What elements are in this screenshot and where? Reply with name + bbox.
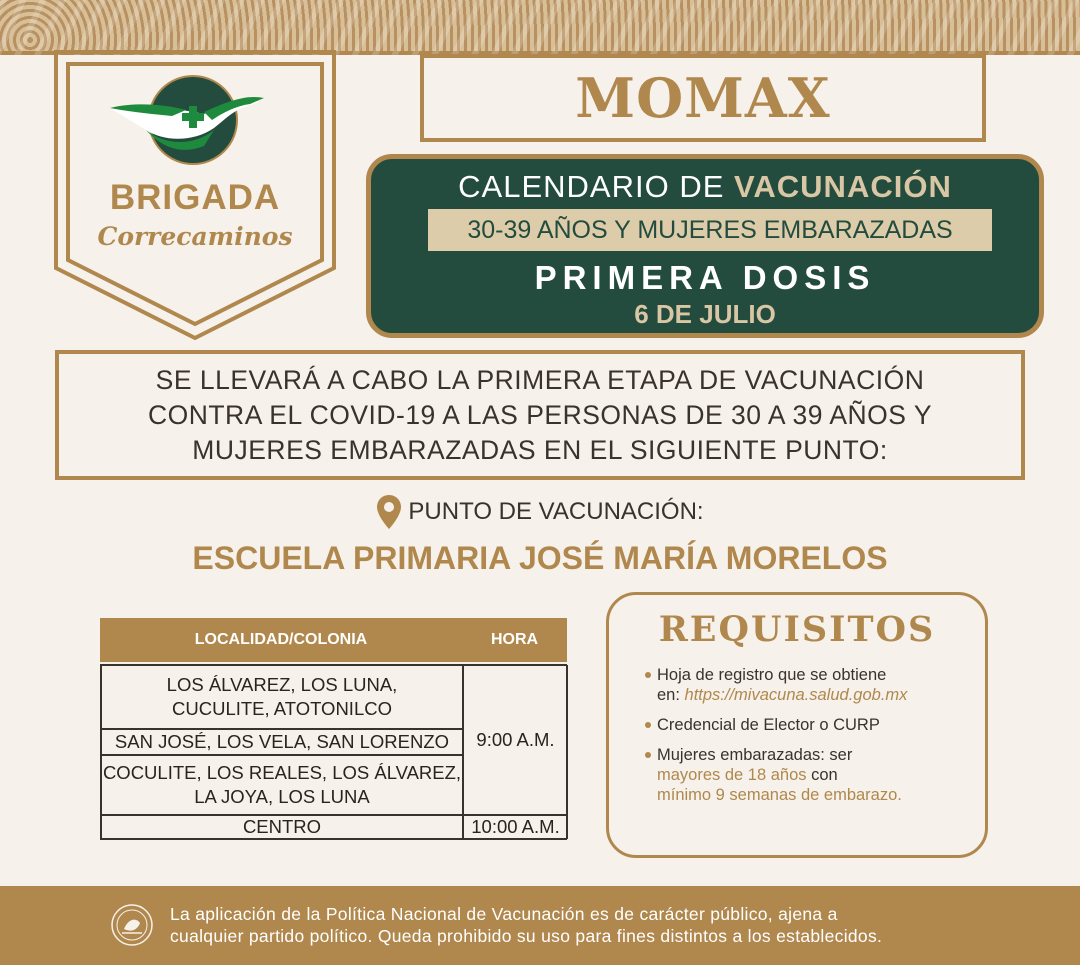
requirements-title: REQUISITOS	[658, 609, 936, 650]
requirement-highlight: mínimo 9 semanas de embarazo.	[657, 786, 902, 804]
vaccination-place: ESCUELA PRIMARIA JOSÉ MARÍA MORELOS	[192, 540, 888, 576]
government-seal-icon	[110, 903, 154, 947]
bullet-icon	[645, 752, 651, 758]
locality-line: COCULITE, LOS REALES, LOS ÁLVAREZ,	[102, 762, 462, 783]
age-group-strip	[428, 209, 992, 251]
locality-line: SAN JOSÉ, LOS VELA, SAN LORENZO	[114, 731, 450, 752]
table-cell-locality	[101, 755, 463, 815]
requirement-text: Mujeres embarazadas: ser	[657, 746, 853, 764]
notice-line: CONTRA EL COVID-19 A LAS PERSONAS DE 30 A 39 AÑOS Y	[147, 399, 933, 430]
registration-link[interactable]: https://mivacuna.salud.gob.mx	[684, 686, 908, 704]
calendar-label: CALENDARIO DE	[458, 169, 725, 204]
dose-label: PRIMERA DOSIS	[534, 259, 876, 296]
location-name: MOMAX	[575, 66, 831, 130]
brigada-shield	[54, 50, 336, 340]
locality-line: LA JOYA, LOS LUNA	[194, 786, 370, 807]
map-pin-icon	[376, 494, 402, 530]
decorative-pattern-band	[0, 0, 1080, 55]
table-grid	[100, 664, 567, 840]
requirement-text: en:	[657, 686, 680, 704]
notice-text	[148, 363, 932, 468]
brand-title: BRIGADA	[109, 178, 281, 217]
locality-line: LOS ÁLVAREZ, LOS LUNA,	[166, 674, 398, 695]
vaccination-point-label: PUNTO DE VACUNACIÓN:	[408, 498, 704, 525]
notice-line: MUJERES EMBARAZADAS EN EL SIGUIENTE PUNTO:	[192, 434, 888, 465]
vaccination-date: 6 DE JULIO	[634, 299, 776, 329]
column-header-time: HORA	[490, 631, 539, 648]
table-header	[100, 618, 567, 662]
age-group: 30-39 AÑOS Y MUJERES EMBARAZADAS	[467, 215, 953, 244]
roadrunner-logo-icon	[110, 76, 264, 164]
footer-line: cualquier partido político. Queda prohibido su uso para fines distintos a los establecidos.	[170, 926, 883, 946]
table-cell-locality	[101, 729, 463, 755]
bullet-icon	[645, 672, 651, 678]
location-name-box	[420, 54, 986, 142]
schedule-table	[100, 618, 567, 840]
requirement-item	[645, 715, 975, 735]
table-cell-time: 9:00 A.M.	[463, 665, 568, 815]
requirement-text: con	[811, 766, 838, 784]
footer-text	[170, 903, 1050, 947]
locality-line: CUCULITE, ATOTONILCO	[172, 698, 392, 719]
calendar-label-strong: VACUNACIÓN	[734, 169, 952, 204]
calendar-heading	[371, 169, 1039, 205]
requirement-item	[645, 745, 975, 805]
requirements-box	[606, 592, 988, 858]
brand-subtitle: Correcaminos	[97, 222, 293, 251]
requirement-highlight: mayores de 18 años	[657, 766, 807, 784]
notice-box	[55, 350, 1025, 480]
requirement-text: Hoja de registro que se obtiene	[657, 666, 887, 684]
column-header-locality: LOCALIDAD/COLONIA	[194, 631, 368, 648]
table-cell-locality	[101, 665, 463, 729]
notice-line: SE LLEVARÁ A CABO LA PRIMERA ETAPA DE VACUNACIÓN	[155, 364, 925, 395]
table-cell-time: 10:00 A.M.	[463, 815, 568, 839]
requirement-text: Credencial de Elector o CURP	[657, 716, 880, 734]
footer-line: La aplicación de la Política Nacional de Vacunación es de carácter público, ajena a	[170, 904, 838, 924]
calendar-panel	[366, 154, 1044, 338]
requirement-item	[645, 665, 975, 705]
requirements-list	[645, 665, 975, 815]
vaccination-point-row	[0, 494, 1080, 530]
table-cell-locality: CENTRO	[101, 815, 463, 839]
bullet-icon	[645, 722, 651, 728]
footer-disclaimer	[0, 886, 1080, 965]
